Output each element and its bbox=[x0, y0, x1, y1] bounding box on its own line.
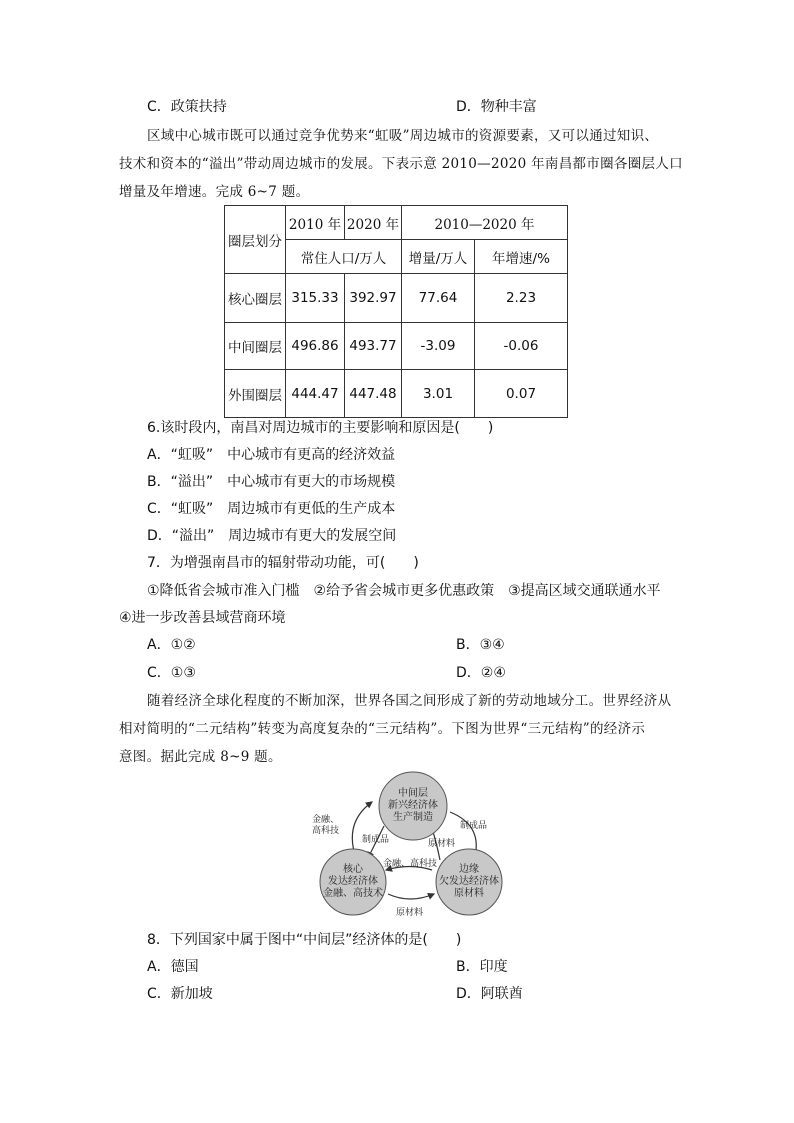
cell-p2010: 444.47 bbox=[286, 370, 345, 418]
q6-option-c: C．“虹吸” 周边城市有更低的生产成本 bbox=[147, 501, 396, 517]
table-row bbox=[225, 274, 568, 323]
header-rate: 年增速/% bbox=[475, 240, 568, 274]
row-name: 中间圈层 bbox=[225, 323, 286, 370]
edge-subtitle: 欠发达经济体 bbox=[439, 876, 499, 887]
core-subtitle: 发达经济体 bbox=[328, 876, 378, 887]
label-manufactured-right: 制成品 bbox=[460, 821, 488, 831]
q5-option-c: C．政策扶持 bbox=[147, 99, 227, 115]
intro1-line2: 技术和资本的“溢出”带动周边城市的发展。下表示意 2010—2020 年南昌都市圈各圈层人口 bbox=[119, 156, 683, 172]
intro1-line3: 增量及年增速。完成 6~7 题。 bbox=[119, 184, 310, 200]
label-finance-bottom: 金融、高科技 bbox=[383, 859, 438, 869]
label-finance-left-2: 高科技 bbox=[312, 826, 340, 836]
header-increase: 增量/万人 bbox=[402, 240, 475, 274]
cell-rate: 0.07 bbox=[475, 370, 568, 418]
edge-title: 边缘 bbox=[459, 864, 479, 875]
q7-option-c: C．①③ bbox=[147, 665, 196, 681]
edge-role: 原材料 bbox=[454, 888, 484, 899]
cell-rate: -0.06 bbox=[475, 323, 568, 370]
cell-increase: 77.64 bbox=[402, 274, 475, 323]
q8-option-c: C．新加坡 bbox=[147, 986, 213, 1002]
cell-p2020: 447.48 bbox=[345, 370, 402, 418]
q7-items-line2: ④进一步改善县域营商环境 bbox=[119, 610, 286, 626]
q6-option-b: B．“溢出” 中心城市有更大的市场规模 bbox=[147, 474, 396, 490]
table-row bbox=[225, 323, 568, 370]
q6-option-d: D．“溢出” 周边城市有更大的发展空间 bbox=[147, 528, 397, 544]
q6-option-a: A．“虹吸” 中心城市有更高的经济效益 bbox=[147, 447, 396, 463]
cell-increase: 3.01 bbox=[402, 370, 475, 418]
cell-p2010: 496.86 bbox=[286, 323, 345, 370]
q7-items-line1: ①降低省会城市准入门槛 ②给予省会城市更多优惠政策 ③提高区域交通联通水平 bbox=[147, 583, 661, 599]
middle-subtitle: 新兴经济体 bbox=[388, 800, 438, 811]
label-raw-bottom: 原材料 bbox=[396, 908, 424, 918]
core-role: 金融、高技术 bbox=[323, 888, 383, 899]
row-name: 核心圈层 bbox=[225, 274, 286, 323]
label-raw-right: 原材料 bbox=[428, 839, 456, 849]
q8-option-d: D．阿联酋 bbox=[456, 986, 523, 1002]
intro2-line2: 相对简明的“二元结构”转变为高度复杂的“三元结构”。下图为世界“三元结构”的经济示 bbox=[119, 721, 646, 737]
q8-stem: 8．下列国家中属于图中“中间层”经济体的是( ) bbox=[147, 932, 462, 948]
core-title: 核心 bbox=[343, 864, 363, 875]
intro2-line1: 随着经济全球化程度的不断加深，世界各国之间形成了新的劳动地域分工。世界经济从 bbox=[147, 693, 672, 709]
header-2020: 2020 年 bbox=[345, 206, 402, 240]
row-name: 外围圈层 bbox=[225, 370, 286, 418]
cell-p2010: 315.33 bbox=[286, 274, 345, 323]
three-tier-diagram bbox=[310, 770, 520, 920]
arrow-core-to-edge bbox=[388, 894, 434, 899]
population-table bbox=[224, 205, 568, 418]
q8-option-b: B．印度 bbox=[456, 959, 508, 975]
cell-p2020: 493.77 bbox=[345, 323, 402, 370]
intro1-line1: 区域中心城市既可以通过竞争优势来“虹吸”周边城市的资源要素，又可以通过知识、 bbox=[147, 128, 659, 144]
label-manufactured-left: 制成品 bbox=[362, 835, 390, 845]
header-2010: 2010 年 bbox=[286, 206, 345, 240]
q7-option-d: D．②④ bbox=[456, 665, 506, 681]
cell-increase: -3.09 bbox=[402, 323, 475, 370]
middle-title: 中间层 bbox=[398, 788, 428, 799]
cell-p2020: 392.97 bbox=[345, 274, 402, 323]
label-finance-left-1: 金融、 bbox=[312, 815, 340, 825]
table-row bbox=[225, 370, 568, 418]
cell-rate: 2.23 bbox=[475, 274, 568, 323]
table-corner-header: 圈层划分 bbox=[225, 206, 286, 274]
q8-option-a: A．德国 bbox=[147, 959, 199, 975]
q6-stem: 6.该时段内，南昌对周边城市的主要影响和原因是( ) bbox=[147, 420, 494, 436]
q7-option-b: B．③④ bbox=[456, 637, 505, 653]
q7-stem: 7．为增强南昌市的辐射带动功能，可( ) bbox=[147, 555, 419, 571]
q7-option-a: A．①② bbox=[147, 637, 196, 653]
header-population: 常住人口/万人 bbox=[286, 240, 402, 274]
q5-option-d: D．物种丰富 bbox=[456, 99, 537, 115]
header-period: 2010—2020 年 bbox=[402, 206, 568, 240]
middle-role: 生产制造 bbox=[393, 812, 433, 823]
intro2-line3: 意图。据此完成 8~9 题。 bbox=[119, 749, 282, 765]
